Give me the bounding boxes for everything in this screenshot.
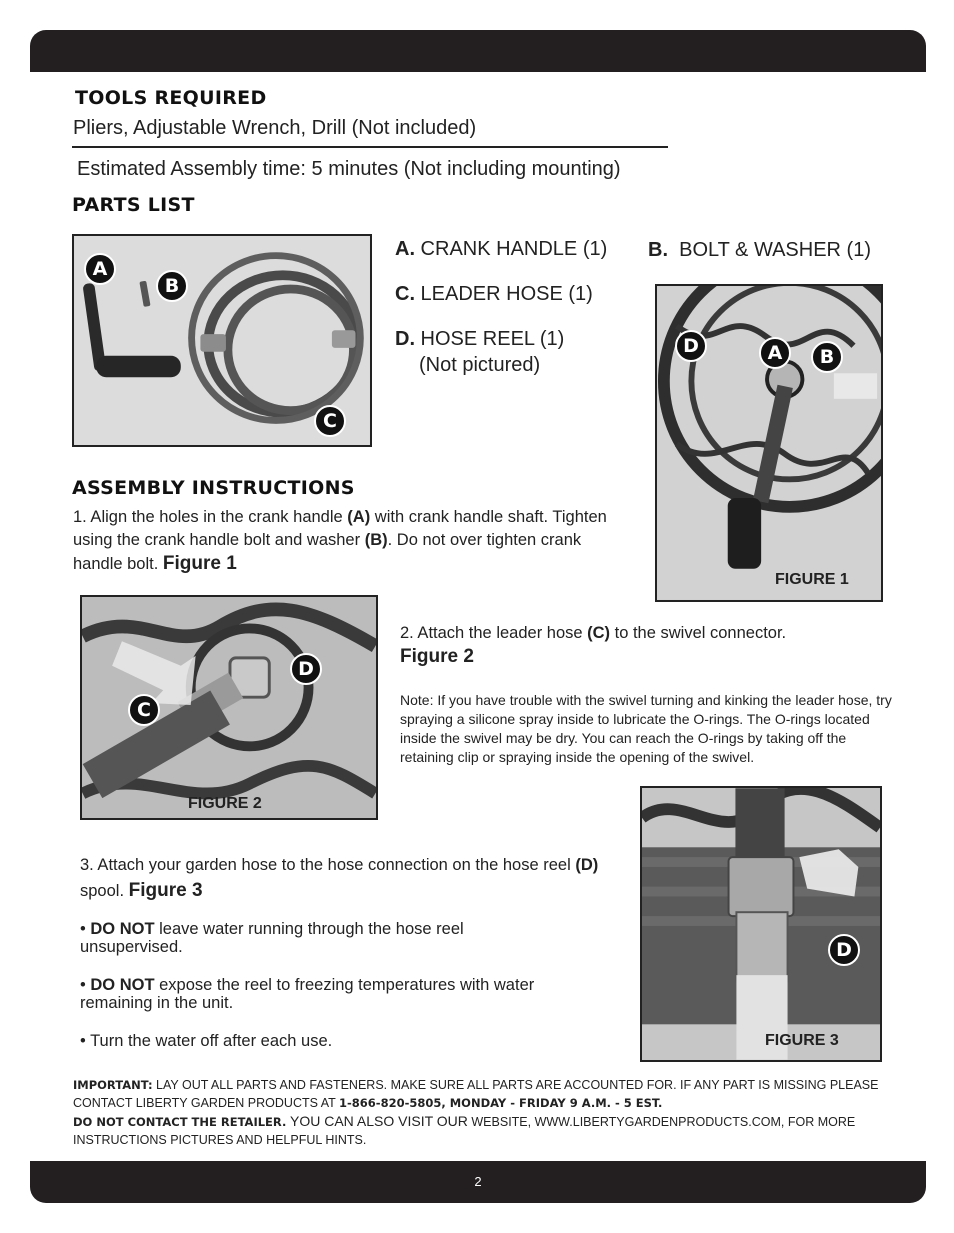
tools-heading: TOOLS REQUIRED xyxy=(75,87,267,109)
important-note: IMPORTANT: LAY OUT ALL PARTS AND FASTENERS. MAKE SURE ALL PARTS ARE ACCOUNTED FOR. IF ANY PART IS MISSING PLEASE CONTACT LIBERTY GARDEN PRODUCTS AT 1-866-820-5805, MONDAY - FRIDAY 9 A.M. - 5 EST. DO NOT CONTACT THE RETAILER. YOU CAN ALSO VISIT OUR WEBSITE, WWW.LIBERTYGARDENPRODUCTS.COM, FOR MORE INSTRUCTIONS PICTURES AND HELPFUL HINTS. xyxy=(73,1078,879,1147)
fig1-tag-d: D xyxy=(675,330,707,362)
assembly-heading: ASSEMBLY INSTRUCTIONS xyxy=(72,477,355,499)
fig1-tag-b: B xyxy=(811,341,843,373)
part-d: D. HOSE REEL (1) xyxy=(395,328,565,350)
figure-1-label: FIGURE 1 xyxy=(775,571,849,588)
page-number: 2 xyxy=(474,1174,482,1189)
footer-bar xyxy=(30,1161,926,1203)
step-2: 2. Attach the leader hose (C) to the swivel connector. Figure 2 xyxy=(400,624,787,667)
swivel-note: Note: If you have trouble with the swivel turning and kinking the leader hose, try spraying a silicone spray inside to lubricate the O-rings. The O-rings located inside the swivel may be dry. You can reach the O-rings by taking off the retaining clip or spraying inside the opening of the swivel. xyxy=(400,692,892,765)
tag-c: C xyxy=(314,405,346,437)
part-b: B. BOLT & WASHER (1) xyxy=(648,239,871,261)
bullet-water-off: • Turn the water off after each use. xyxy=(80,1032,333,1050)
parts-photo xyxy=(72,234,372,447)
part-c: C. LEADER HOSE (1) xyxy=(395,283,593,305)
tools-text: Pliers, Adjustable Wrench, Drill (Not included) xyxy=(73,117,477,139)
bullet-water-running: • DO NOT leave water running through the hose reel unsupervised. xyxy=(80,920,464,956)
step-1: 1. Align the holes in the crank handle (A) with crank handle shaft. Tighten using the crank handle bolt and washer (B). Do not over tighten crank handle bolt. Figure 1 xyxy=(73,508,607,574)
figure-3-illustration xyxy=(642,788,880,1060)
assembly-time: Estimated Assembly time: 5 minutes (Not including mounting) xyxy=(77,158,621,180)
part-a: A. CRANK HANDLE (1) xyxy=(395,238,608,260)
fig2-tag-d: D xyxy=(290,653,322,685)
figure-3-label: FIGURE 3 xyxy=(765,1032,839,1049)
tag-b: B xyxy=(156,270,188,302)
figure-1-photo xyxy=(655,284,883,602)
fig2-tag-c: C xyxy=(128,694,160,726)
divider xyxy=(72,146,668,148)
step-3: 3. Attach your garden hose to the hose connection on the hose reel (D) spool. Figure 3 xyxy=(80,856,599,901)
tag-a: A xyxy=(84,253,116,285)
fig1-tag-a: A xyxy=(759,337,791,369)
figure-2-photo xyxy=(80,595,378,820)
figure-2-illustration xyxy=(82,597,376,818)
figure-3-photo xyxy=(640,786,882,1062)
header-bar xyxy=(30,30,926,72)
part-d-note: (Not pictured) xyxy=(419,354,541,376)
fig3-tag-d: D xyxy=(828,934,860,966)
figure-2-label: FIGURE 2 xyxy=(188,795,262,812)
parts-heading: PARTS LIST xyxy=(72,194,195,216)
bullet-freezing: • DO NOT expose the reel to freezing temperatures with water remaining in the unit. xyxy=(80,976,535,1012)
